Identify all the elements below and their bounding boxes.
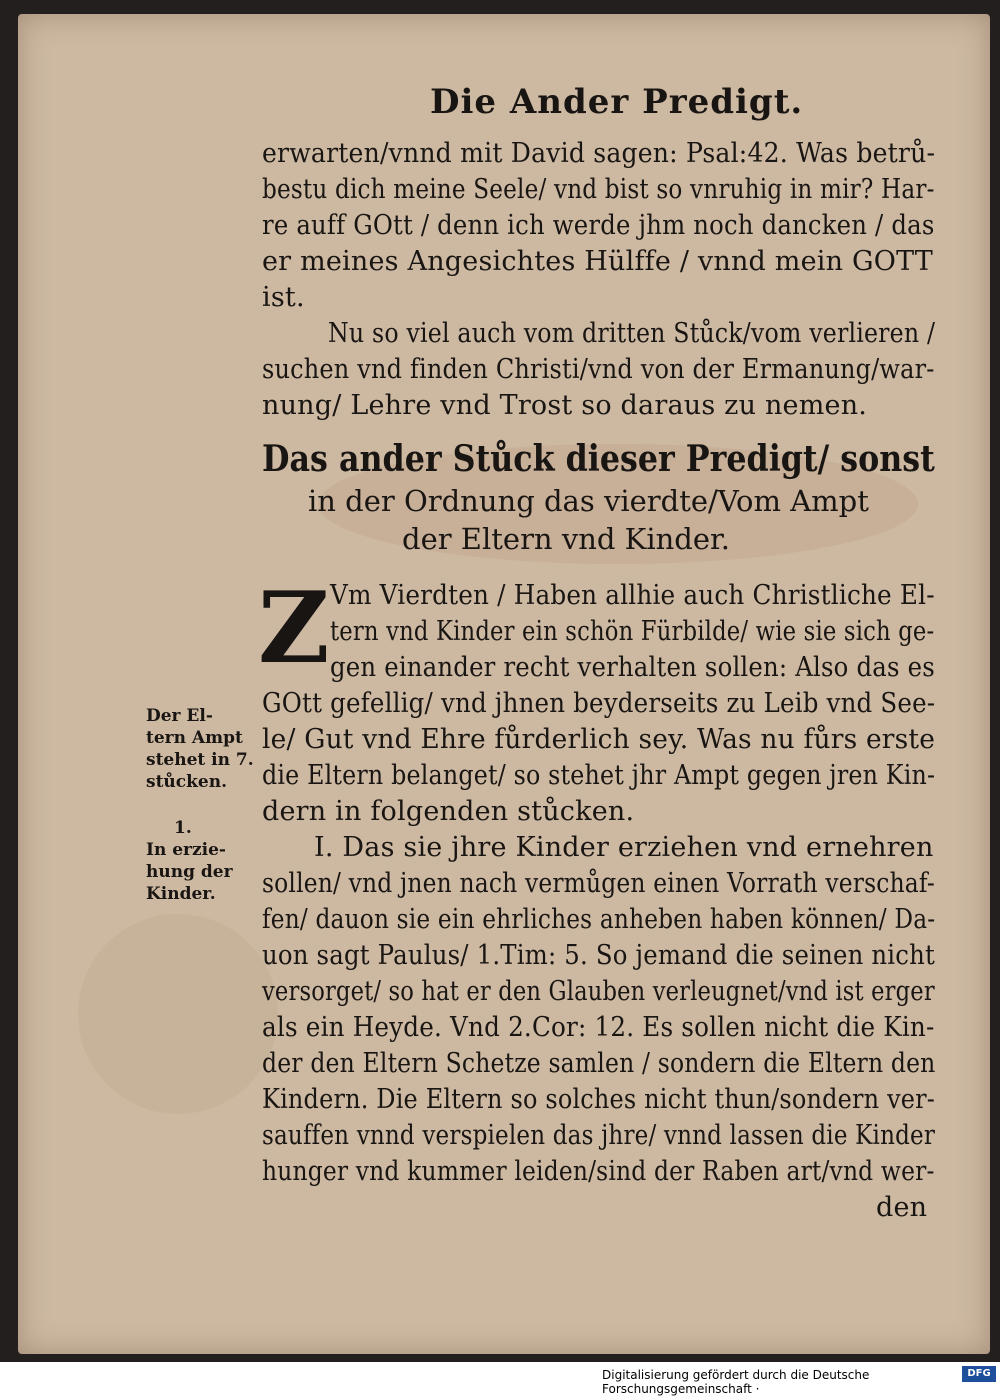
catchword: den (876, 1192, 928, 1223)
margin-note: hung der (146, 862, 233, 882)
text-line: le/ Gut vnd Ehre fůrderlich sey. Was nu fůrs erste (262, 724, 936, 755)
section-heading-line-1: Das ander Stůck dieser Predigt/ sonst (262, 438, 935, 480)
text-line: erwarten/vnnd mit David sagen: Psal:42. Was betrů- (262, 138, 936, 169)
paper-stain (78, 914, 278, 1114)
text-line: ist. (262, 282, 305, 313)
text-line: re auff GOtt / denn ich werde jhm noch dancken / das (262, 210, 935, 241)
text-line: gen einander recht verhalten sollen: Also das es (330, 652, 935, 683)
text-line: versorget/ so hat er den Glauben verleugnet/vnd ist erger (262, 976, 935, 1007)
margin-note: 1. (174, 818, 192, 838)
text-line: Kindern. Die Eltern so solches nicht thun/sondern ver- (262, 1084, 936, 1115)
text-line: bestu dich meine Seele/ vnd bist so vnruhig in mir? Har- (262, 174, 935, 205)
margin-note: Kinder. (146, 884, 216, 904)
footer-credit: Digitalisierung gefördert durch die Deutsche Forschungsgemeinschaft · (602, 1368, 870, 1396)
text-line: Nu so viel auch vom dritten Stůck/vom verlieren / (328, 318, 936, 349)
text-line: dern in folgenden stůcken. (262, 796, 635, 827)
running-head: Die Ander Predigt. (430, 82, 804, 122)
text-line: die Eltern belanget/ so stehet jhr Ampt gegen jren Kin- (262, 760, 936, 791)
drop-initial: Z (258, 571, 330, 686)
text-line: uon sagt Paulus/ 1.Tim: 5. So jemand die seinen nicht (262, 940, 935, 971)
margin-note: tern Ampt (146, 728, 243, 748)
margin-note: stůcken. (146, 772, 228, 792)
margin-note: Der El- (146, 706, 213, 726)
text-line: tern vnd Kinder ein schön Fürbilde/ wie sie sich ge- (330, 616, 935, 647)
text-line: Vm Vierdten / Haben allhie auch Christliche El- (330, 580, 935, 611)
text-line: fen/ dauon sie ein ehrliches anheben haben können/ Da- (262, 904, 936, 935)
text-line: I. Das sie jhre Kinder erziehen vnd ernehren (314, 832, 934, 863)
text-line: sauffen vnnd verspielen das jhre/ vnnd lassen die Kinder (262, 1120, 936, 1151)
margin-note: In erzie- (146, 840, 226, 860)
text-line: nung/ Lehre vnd Trost so daraus zu nemen. (262, 390, 868, 421)
text-line: der den Eltern Schetze samlen / sondern die Eltern den (262, 1048, 936, 1079)
text-line: sollen/ vnd jnen nach vermůgen einen Vorrath verschaf- (262, 868, 935, 899)
section-heading-line-2: in der Ordnung das vierdte/Vom Ampt (308, 484, 869, 518)
text-line: GOtt gefellig/ vnd jhnen beyderseits zu Leib vnd See- (262, 688, 936, 719)
text-line: hunger vnd kummer leiden/sind der Raben art/vnd wer- (262, 1156, 935, 1187)
text-line: suchen vnd finden Christi/vnd von der Ermanung/war- (262, 354, 935, 385)
section-heading-line-3: der Eltern vnd Kinder. (402, 522, 730, 556)
text-line: als ein Heyde. Vnd 2.Cor: 12. Es sollen nicht die Kin- (262, 1012, 935, 1043)
margin-note: stehet in 7. (146, 750, 254, 770)
text-line: er meines Angesichtes Hülffe / vnnd mein GOTT (262, 246, 934, 277)
dfg-logo: DFG (962, 1366, 996, 1382)
